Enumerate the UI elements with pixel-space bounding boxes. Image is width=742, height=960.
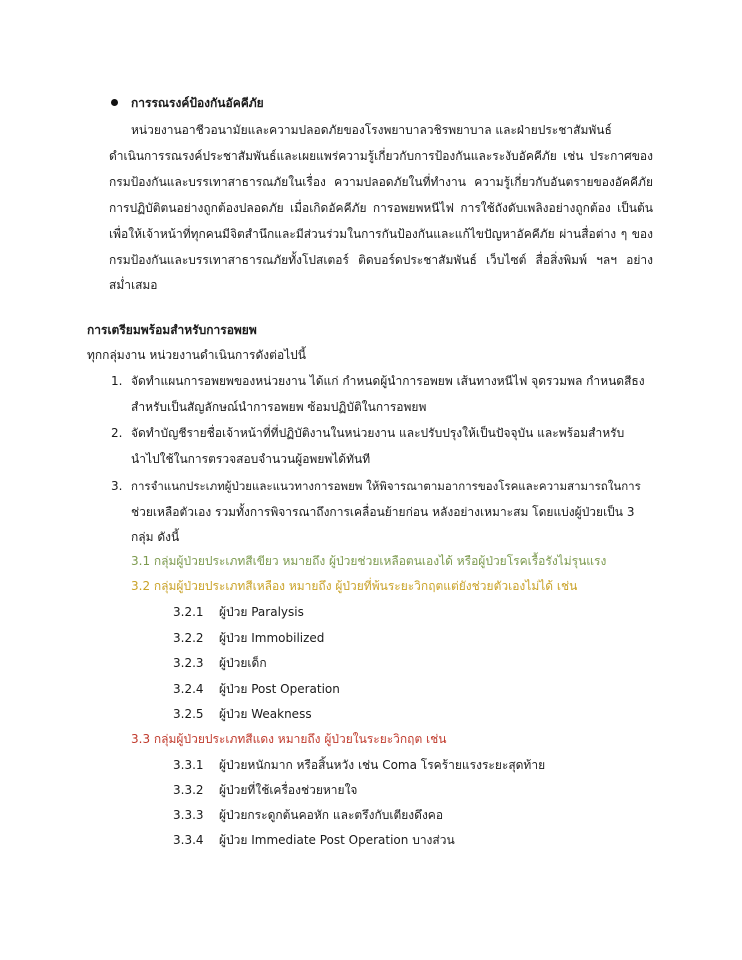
- sub-item-number: 3.2.4: [173, 682, 204, 696]
- section-title-evacuation-prep: การเตรียมพร้อมสำหรับการอพยพ: [87, 323, 257, 337]
- bullet-icon: [111, 99, 118, 106]
- list-item-line: ช่วยเหลือตัวเอง รวมทั้งการพิจารณาถึงการเคลื่อนย้ายก่อน หลังอย่างเหมาะสม โดยแบ่งผู้ป่วยเป็น 3: [131, 505, 635, 519]
- list-item-line: จัดทำบัญชีรายชื่อเจ้าหน้าที่ที่ปฏิบัติงานในหน่วยงาน และปรับปรุงให้เป็นปัจจุบัน และพร้อมสำหรับ: [131, 426, 625, 440]
- sub-item-text: ผู้ป่วยที่ใช้เครื่องช่วยหายใจ: [219, 783, 358, 797]
- paragraph-line: การปฏิบัติตนอย่างถูกต้องปลอดภัย เมื่อเกิดอัคคีภัย การอพยพหนีไฟ การใช้ถังดับเพลิงอย่างถูกต้อง เป็นต้น: [109, 201, 653, 215]
- sub-item-number: 3.3.3: [173, 808, 204, 822]
- list-number: 1.: [111, 374, 123, 388]
- sub-item-text: ผู้ป่วย Immobilized: [219, 631, 325, 645]
- list-item-line: กลุ่ม ดังนี้: [131, 530, 180, 544]
- sub-item-number: 3.3.2: [173, 783, 204, 797]
- sub-item-text: ผู้ป่วย Post Operation: [219, 682, 340, 696]
- yellow-group-heading: 3.2 กลุ่มผู้ป่วยประเภทสีเหลือง หมายถึง ผู้ป่วยที่พ้นระยะวิกฤตแต่ยังช่วยตัวเองไม่ได้ เช่น: [131, 579, 578, 593]
- sub-item-text: ผู้ป่วยเด็ก: [219, 656, 267, 670]
- sub-item-number: 3.2.1: [173, 605, 204, 619]
- sub-item-text: ผู้ป่วย Immediate Post Operation บางส่วน: [219, 833, 455, 847]
- paragraph-line: หน่วยงานอาชีวอนามัยและความปลอดภัยของโรงพยาบาลวชิรพยาบาล และฝ่ายประชาสัมพันธ์: [131, 123, 612, 137]
- sub-item-number: 3.3.4: [173, 833, 204, 847]
- list-number: 2.: [111, 426, 123, 440]
- section-title-fire-campaign: การรณรงค์ป้องกันอัคคีภัย: [131, 96, 264, 110]
- sub-item-number: 3.2.2: [173, 631, 204, 645]
- red-group-heading: 3.3 กลุ่มผู้ป่วยประเภทสีแดง หมายถึง ผู้ป่วยในระยะวิกฤต เช่น: [131, 732, 447, 746]
- paragraph-line: กรมป้องกันและบรรเทาสาธารณภัยทั้งโปสเตอร์ ติดบอร์ดประชาสัมพันธ์ เว็บไซต์ สื่อสิ่งพิมพ์ ฯลฯ อย่าง: [109, 253, 653, 267]
- green-group-heading: 3.1 กลุ่มผู้ป่วยประเภทสีเขียว หมายถึง ผู้ป่วยช่วยเหลือตนเองได้ หรือผู้ป่วยโรคเรื้อรังไม่รุนแรง: [131, 554, 607, 568]
- list-item-line: การจำแนกประเภทผู้ป่วยและแนวทางการอพยพ ให้พิจารณาตามอาการของโรคและความสามารถในการ: [131, 479, 641, 493]
- paragraph-line: สม่ำเสมอ: [109, 278, 158, 292]
- sub-item-text: ผู้ป่วยกระดูกต้นคอหัก และตรึงกับเตียงดึงคอ: [219, 808, 444, 822]
- paragraph-line: เพื่อให้เจ้าหน้าที่ทุกคนมีจิตสำนึกและมีส่วนร่วมในการกันป้องกันและแก้ไขปัญหาอัคคีภัย ผ่านสื่อต่าง ๆ ของ: [109, 227, 653, 241]
- paragraph-line: กรมป้องกันและบรรเทาสาธารณภัยในเรื่อง ความปลอดภัยในที่ทำงาน ความรู้เกี่ยวกับอันตรายของอัคคีภัย: [109, 175, 653, 189]
- sub-item-number: 3.2.3: [173, 656, 204, 670]
- section-intro: ทุกกลุ่มงาน หน่วยงานดำเนินการดังต่อไปนี้: [87, 348, 306, 362]
- list-item-line: จัดทำแผนการอพยพของหน่วยงาน ได้แก่ กำหนดผู้นำการอพยพ เส้นทางหนีไฟ จุดรวมพล กำหนดสีธง: [131, 374, 645, 388]
- sub-item-text: ผู้ป่วยหนักมาก หรือสิ้นหวัง เช่น Coma โรคร้ายแรงระยะสุดท้าย: [219, 758, 546, 772]
- sub-item-number: 3.2.5: [173, 707, 204, 721]
- sub-item-text: ผู้ป่วย Paralysis: [219, 605, 304, 619]
- list-number: 3.: [111, 479, 123, 493]
- sub-item-text: ผู้ป่วย Weakness: [219, 707, 312, 721]
- paragraph-line: ดำเนินการรณรงค์ประชาสัมพันธ์และเผยแพร่ความรู้เกี่ยวกับการป้องกันและระงับอัคคีภัย เช่น ประกาศของ: [109, 149, 653, 163]
- sub-item-number: 3.3.1: [173, 758, 204, 772]
- list-item-line: สำหรับเป็นสัญลักษณ์นำการอพยพ ซ้อมปฏิบัติในการอพยพ: [131, 400, 427, 414]
- list-item-line: นำไปใช้ในการตรวจสอบจำนวนผู้อพยพได้ทันที: [131, 452, 371, 466]
